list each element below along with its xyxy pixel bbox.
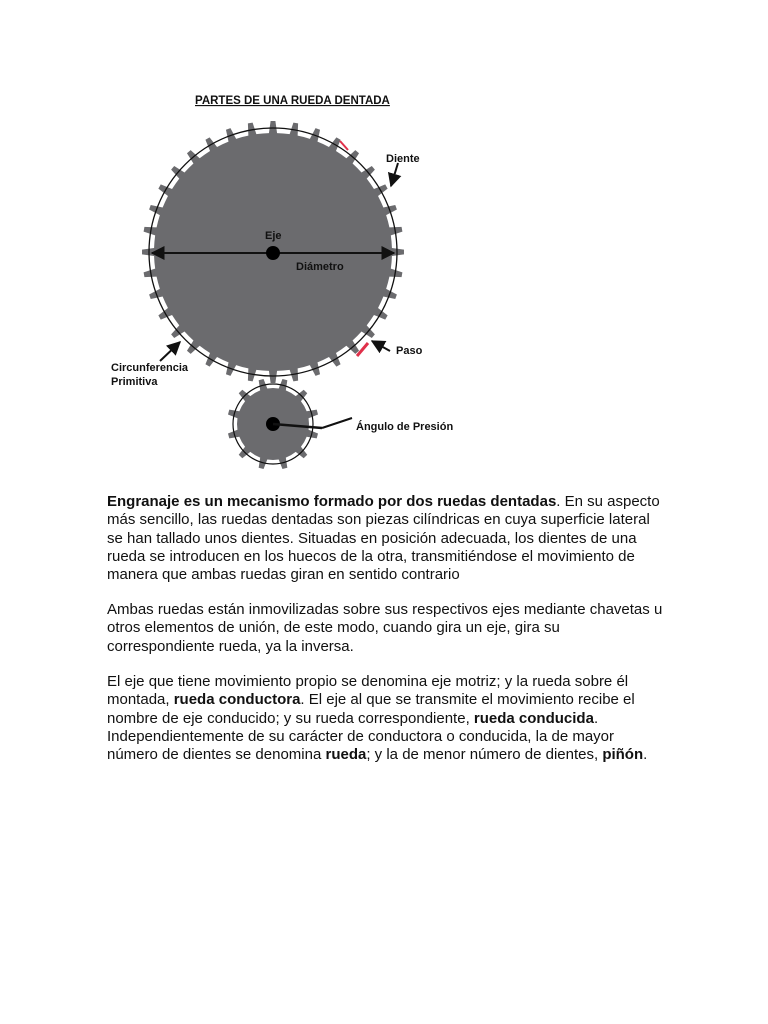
p3-text-1: El eje que tiene movimiento propio se denomina eje motriz; y la rueda sobre él montada,: [107, 673, 629, 709]
label-angulo-presion: Ángulo de Presión: [356, 421, 454, 433]
diente-arrow: [391, 163, 398, 186]
label-diente: Diente: [386, 153, 420, 165]
paragraph-ruedas-inmovilizadas: Ambas ruedas están inmovilizadas sobre sus respectivos ejes mediante chavetas u otros elementos de unión, de este modo, cuando gira un eje, gira su correspondiente rueda, ya la inversa.: [107, 601, 663, 655]
label-diametro: Diámetro: [296, 261, 344, 273]
paragraph-eje-motriz: [107, 673, 667, 764]
label-circunferencia-2: Primitiva: [111, 376, 158, 388]
term-rueda: rueda: [325, 746, 367, 764]
label-paso: Paso: [396, 345, 423, 357]
p3-text-2: . El eje al que se transmite el movimiento recibe el nombre de eje conducido; y su rueda correspondiente,: [107, 691, 635, 727]
circunferencia-arrow: [160, 342, 180, 361]
paso-marker: [357, 343, 368, 356]
diagram-title: PARTES DE UNA RUEDA DENTADA: [195, 95, 390, 107]
paso-arrow: [372, 341, 390, 351]
engranaje-definition-rest: . En su aspecto más sencillo, las ruedas dentadas son piezas cilíndricas en cuya superficie lateral se han tallado unos dientes. Situadas en posición adecuada, los dientes de una rueda se introducen en los huecos de la otra, transmitiéndose el movimiento de manera que ambas ruedas giran en sentido contrario: [107, 493, 660, 584]
label-circunferencia-1: Circunferencia: [111, 362, 189, 374]
p3-text-3: . Independientemente de su carácter de conductora o conducida, la de mayor número de dientes se denomina: [107, 709, 614, 764]
axle-dot-large: [266, 246, 280, 260]
label-eje: Eje: [265, 230, 282, 242]
term-pinon: piñón: [602, 746, 644, 764]
term-rueda-conducida: rueda conducida: [473, 709, 594, 727]
term-rueda-conductora: rueda conductora: [173, 691, 301, 709]
gear-parts-diagram: [0, 0, 768, 490]
p3-text-5: .: [643, 746, 648, 764]
pressure-angle-line-2: [322, 418, 352, 428]
engranaje-definition-bold: Engranaje es un mecanismo formado por dos ruedas dentadas: [107, 493, 557, 510]
paragraph-engranaje-definition: [107, 493, 667, 584]
p3-text-4: ; y la de menor número de dientes,: [366, 746, 603, 764]
